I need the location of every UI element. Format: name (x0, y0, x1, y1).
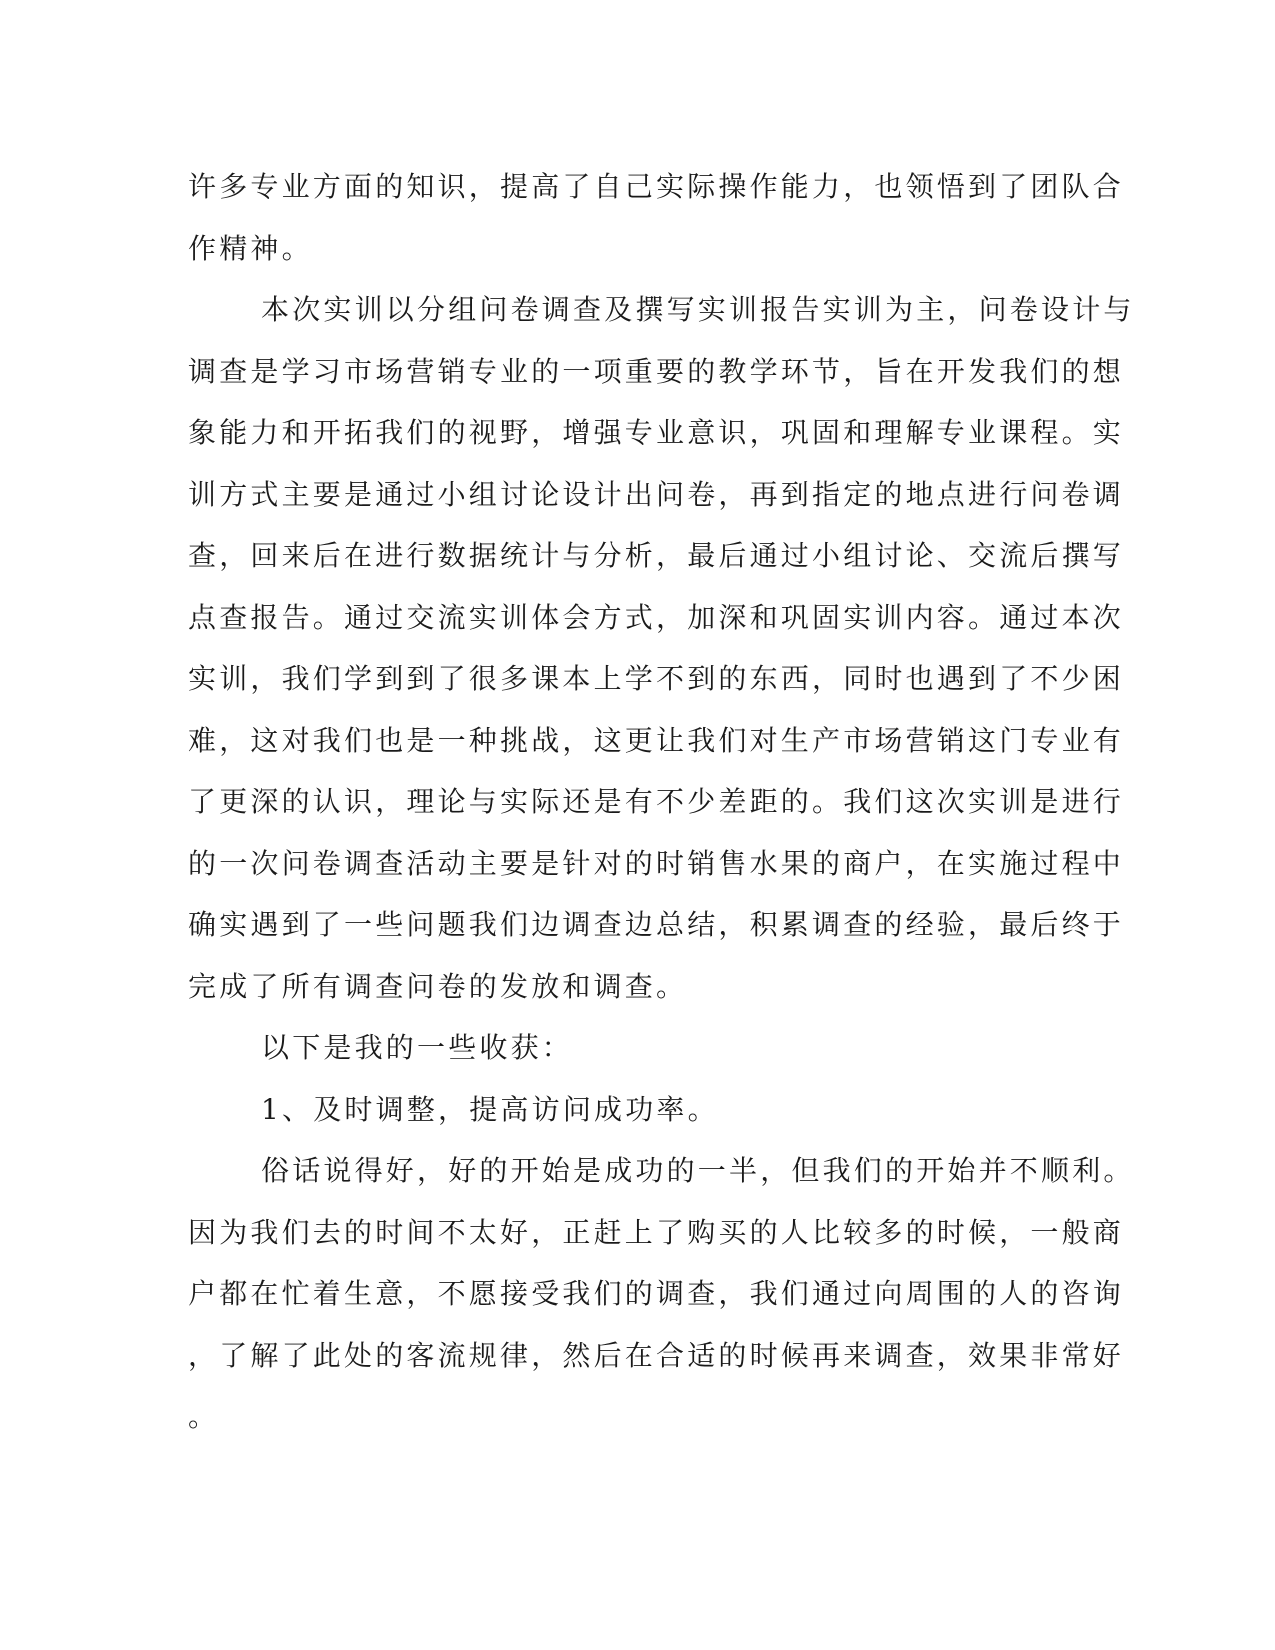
text-line: 调查是学习市场营销专业的一项重要的教学环节，旨在开发我们的想 (188, 354, 1125, 388)
text-line: 的一次问卷调查活动主要是针对的时销售水果的商户，在实施过程中 (188, 846, 1125, 880)
document-body (188, 156, 1135, 1448)
text-line: 因为我们去的时间不太好，正赶上了购买的人比较多的时候，一般商 (188, 1215, 1125, 1249)
list-heading: 1、及时调整，提高访问成功率。 (261, 1092, 719, 1126)
text-line: 查，回来后在进行数据统计与分析，最后通过小组讨论、交流后撰写 (188, 539, 1125, 572)
text-line: 完成了所有调查问卷的发放和调查。 (188, 969, 688, 1003)
text-line: 户都在忙着生意，不愿接受我们的调查，我们通过向周围的人的咨询 (188, 1277, 1125, 1310)
text-line: 点查报告。通过交流实训体会方式，加深和巩固实训内容。通过本次 (188, 600, 1125, 634)
text-line: 。 (188, 1400, 220, 1433)
text-line: 难，这对我们也是一种挑战，这更让我们对生产市场营销这门专业有 (188, 723, 1125, 757)
text-line: 确实遇到了一些问题我们边调查边总结，积累调查的经验，最后终于 (188, 908, 1125, 941)
text-line: 训方式主要是通过小组讨论设计出问卷，再到指定的地点进行问卷调 (188, 477, 1125, 511)
paragraph-start-line: 本次实训以分组问卷调查及撰写实训报告实训为主，问卷设计与 (261, 293, 1135, 326)
text-line: 许多专业方面的知识，提高了自己实际操作能力，也领悟到了团队合 (188, 170, 1125, 203)
paragraph-start-line: 以下是我的一些收获： (261, 1031, 574, 1064)
text-line: 象能力和开拓我们的视野，增强专业意识，巩固和理解专业课程。实 (188, 416, 1125, 449)
text-line: 了更深的认识，理论与实际还是有不少差距的。我们这次实训是进行 (188, 785, 1125, 818)
paragraph-start-line: 俗话说得好，好的开始是成功的一半，但我们的开始并不顺利。 (261, 1154, 1135, 1187)
text-line: 作精神。 (188, 231, 313, 265)
text-line: ，了解了此处的客流规律，然后在合适的时候再来调查，效果非常好 (188, 1338, 1125, 1372)
text-line: 实训，我们学到到了很多课本上学不到的东西，同时也遇到了不少困 (188, 662, 1125, 695)
